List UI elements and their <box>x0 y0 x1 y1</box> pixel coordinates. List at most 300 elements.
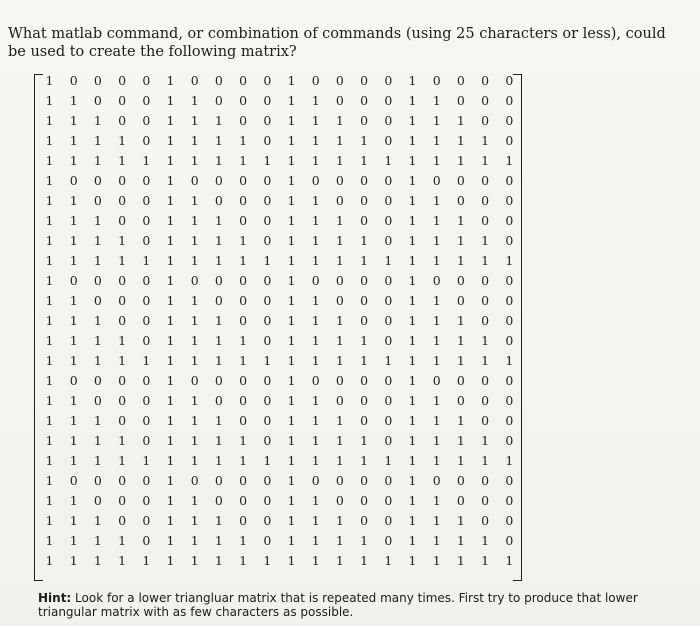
matrix-cell: 0 <box>384 413 393 428</box>
matrix-cell: 1 <box>456 533 465 548</box>
matrix-cell: 0 <box>142 213 151 228</box>
matrix-cell: 1 <box>408 453 417 468</box>
matrix-cell: 0 <box>93 93 102 108</box>
matrix-cell: 0 <box>505 293 514 308</box>
matrix-cell: 1 <box>214 133 223 148</box>
matrix-cell: 1 <box>408 413 417 428</box>
matrix-cell: 1 <box>45 553 54 568</box>
matrix-cell: 1 <box>93 353 102 368</box>
matrix-cell: 1 <box>45 153 54 168</box>
matrix-cell: 0 <box>311 473 320 488</box>
matrix-cell: 0 <box>432 273 441 288</box>
matrix-cell: 1 <box>93 233 102 248</box>
matrix-cell: 0 <box>142 233 151 248</box>
matrix-cell: 1 <box>142 353 151 368</box>
matrix-cell: 1 <box>118 533 127 548</box>
matrix-cell: 0 <box>335 73 344 88</box>
matrix-cell: 0 <box>93 493 102 508</box>
matrix-cell: 1 <box>45 333 54 348</box>
matrix-cell: 1 <box>45 233 54 248</box>
matrix-cell: 1 <box>432 253 441 268</box>
matrix-cell: 1 <box>456 213 465 228</box>
matrix-cell: 0 <box>481 193 490 208</box>
matrix-cell: 1 <box>69 333 78 348</box>
matrix-cell: 1 <box>481 333 490 348</box>
matrix-cell: 1 <box>311 313 320 328</box>
matrix-cell: 0 <box>360 273 369 288</box>
matrix-cell: 0 <box>360 313 369 328</box>
matrix-cell: 1 <box>214 413 223 428</box>
matrix-cell: 1 <box>214 153 223 168</box>
matrix-cell: 0 <box>360 293 369 308</box>
matrix-cell: 1 <box>45 73 54 88</box>
matrix-cell: 0 <box>360 513 369 528</box>
matrix-cell: 0 <box>142 93 151 108</box>
matrix-cell: 0 <box>384 133 393 148</box>
matrix-cell: 1 <box>166 213 175 228</box>
matrix-cell: 1 <box>118 353 127 368</box>
matrix-cell: 1 <box>142 253 151 268</box>
matrix-cell: 1 <box>190 353 199 368</box>
matrix-cell: 0 <box>481 473 490 488</box>
matrix-cell: 1 <box>384 253 393 268</box>
matrix-cell: 1 <box>432 233 441 248</box>
matrix-cell: 0 <box>142 393 151 408</box>
matrix-cell: 1 <box>142 453 151 468</box>
matrix-cell: 1 <box>118 253 127 268</box>
matrix-cell: 1 <box>432 393 441 408</box>
matrix-cell: 1 <box>190 193 199 208</box>
matrix-cell: 0 <box>214 73 223 88</box>
matrix-cell: 1 <box>360 333 369 348</box>
matrix-cell: 1 <box>69 313 78 328</box>
matrix-cell: 0 <box>142 273 151 288</box>
matrix-cell: 1 <box>69 513 78 528</box>
matrix-cell: 1 <box>408 153 417 168</box>
matrix-cell: 1 <box>287 213 296 228</box>
matrix-cell: 1 <box>335 153 344 168</box>
matrix-cell: 0 <box>360 113 369 128</box>
matrix-cell: 0 <box>239 213 248 228</box>
matrix-cell: 1 <box>239 133 248 148</box>
matrix-cell: 0 <box>384 313 393 328</box>
matrix-cell: 0 <box>456 473 465 488</box>
matrix-cell: 1 <box>287 433 296 448</box>
matrix-cell: 0 <box>190 73 199 88</box>
matrix-cell: 1 <box>456 353 465 368</box>
matrix-cell: 0 <box>456 173 465 188</box>
matrix-cell: 0 <box>239 513 248 528</box>
matrix-cell: 1 <box>214 453 223 468</box>
matrix-cell: 1 <box>432 353 441 368</box>
matrix-cell: 1 <box>190 153 199 168</box>
matrix-cell: 0 <box>118 513 127 528</box>
matrix-cell: 0 <box>335 193 344 208</box>
matrix-cell: 1 <box>190 313 199 328</box>
matrix-cell: 0 <box>142 293 151 308</box>
matrix-cell: 1 <box>214 353 223 368</box>
matrix-cell: 0 <box>93 73 102 88</box>
matrix-cell: 1 <box>166 173 175 188</box>
matrix-cell: 1 <box>408 293 417 308</box>
matrix-cell: 0 <box>142 433 151 448</box>
matrix-cell: 1 <box>287 133 296 148</box>
matrix-cell: 1 <box>432 493 441 508</box>
matrix-cell: 1 <box>69 93 78 108</box>
matrix-cell: 1 <box>190 213 199 228</box>
matrix-cell: 0 <box>384 293 393 308</box>
matrix-cell: 1 <box>481 533 490 548</box>
matrix-cell: 1 <box>142 553 151 568</box>
matrix-cell: 0 <box>239 413 248 428</box>
matrix-cell: 1 <box>69 153 78 168</box>
matrix-cell: 1 <box>432 533 441 548</box>
matrix-cell: 1 <box>408 73 417 88</box>
matrix-cell: 1 <box>166 273 175 288</box>
matrix-cell: 0 <box>118 273 127 288</box>
matrix-cell: 0 <box>456 73 465 88</box>
matrix-cell: 0 <box>263 93 272 108</box>
matrix-cell: 1 <box>505 553 514 568</box>
matrix-cell: 1 <box>239 233 248 248</box>
matrix-cell: 1 <box>93 113 102 128</box>
matrix-cell: 1 <box>408 193 417 208</box>
matrix-cell: 1 <box>214 113 223 128</box>
matrix-cell: 1 <box>456 453 465 468</box>
matrix-cell: 0 <box>93 273 102 288</box>
matrix-cell: 0 <box>481 273 490 288</box>
matrix-cell: 1 <box>408 253 417 268</box>
matrix-cell: 1 <box>239 533 248 548</box>
matrix-cell: 0 <box>505 233 514 248</box>
matrix-cell: 0 <box>481 493 490 508</box>
matrix-cell: 0 <box>360 413 369 428</box>
matrix-cell: 0 <box>360 73 369 88</box>
matrix-cell: 1 <box>432 93 441 108</box>
matrix-cell: 1 <box>45 313 54 328</box>
matrix-cell: 1 <box>335 453 344 468</box>
matrix-cell: 1 <box>311 213 320 228</box>
matrix-cell: 0 <box>456 273 465 288</box>
matrix-cell: 0 <box>142 193 151 208</box>
matrix-cell: 1 <box>69 233 78 248</box>
matrix-cell: 0 <box>384 393 393 408</box>
matrix-cell: 0 <box>384 513 393 528</box>
matrix-cell: 0 <box>481 113 490 128</box>
matrix-cell: 0 <box>263 493 272 508</box>
matrix-cell: 0 <box>384 193 393 208</box>
matrix-cell: 0 <box>93 293 102 308</box>
matrix-cell: 1 <box>190 253 199 268</box>
matrix-cell: 1 <box>263 553 272 568</box>
matrix-cell: 0 <box>118 493 127 508</box>
matrix-cell: 1 <box>93 333 102 348</box>
matrix-cell: 1 <box>239 553 248 568</box>
matrix-cell: 1 <box>311 293 320 308</box>
matrix-cell: 0 <box>190 273 199 288</box>
matrix-cell: 0 <box>481 93 490 108</box>
matrix-cell: 0 <box>505 393 514 408</box>
matrix-cell: 0 <box>214 93 223 108</box>
matrix-cell: 0 <box>335 373 344 388</box>
matrix-cell: 0 <box>481 173 490 188</box>
matrix-cell: 0 <box>69 173 78 188</box>
matrix-cell: 1 <box>190 513 199 528</box>
matrix-cell: 1 <box>166 453 175 468</box>
matrix-cell: 1 <box>214 233 223 248</box>
matrix-cell: 1 <box>408 273 417 288</box>
matrix-cell: 0 <box>384 213 393 228</box>
matrix-cell: 1 <box>432 133 441 148</box>
matrix-cell: 0 <box>481 313 490 328</box>
matrix-cell: 1 <box>408 493 417 508</box>
matrix-cell: 1 <box>166 93 175 108</box>
matrix-cell: 1 <box>311 453 320 468</box>
matrix-cell: 1 <box>45 113 54 128</box>
matrix-cell: 0 <box>335 273 344 288</box>
matrix-cell: 0 <box>118 173 127 188</box>
matrix-cell: 1 <box>481 453 490 468</box>
matrix-cell: 1 <box>45 393 54 408</box>
matrix-cell: 0 <box>263 133 272 148</box>
matrix-cell: 1 <box>93 133 102 148</box>
matrix-cell: 0 <box>93 473 102 488</box>
matrix-cell: 0 <box>142 313 151 328</box>
matrix-cell: 1 <box>287 293 296 308</box>
matrix-cell: 0 <box>69 273 78 288</box>
matrix-cell: 1 <box>118 133 127 148</box>
matrix-cell: 0 <box>360 213 369 228</box>
matrix-cell: 0 <box>239 393 248 408</box>
matrix-cell: 1 <box>408 433 417 448</box>
matrix-cell: 1 <box>408 513 417 528</box>
matrix-cell: 1 <box>360 153 369 168</box>
matrix-cell: 1 <box>45 513 54 528</box>
matrix-cell: 0 <box>505 173 514 188</box>
matrix-cell: 1 <box>311 253 320 268</box>
matrix-cell: 1 <box>408 173 417 188</box>
matrix-cell: 1 <box>432 413 441 428</box>
matrix-cell: 1 <box>432 113 441 128</box>
matrix-cell: 0 <box>311 273 320 288</box>
matrix-cell: 1 <box>311 93 320 108</box>
matrix-cell: 1 <box>287 473 296 488</box>
matrix-cell: 1 <box>69 553 78 568</box>
matrix-cell: 1 <box>69 493 78 508</box>
matrix-cell: 1 <box>456 153 465 168</box>
matrix-cell: 0 <box>360 473 369 488</box>
matrix-cell: 0 <box>93 393 102 408</box>
matrix-cell: 1 <box>166 113 175 128</box>
matrix-cell: 1 <box>335 213 344 228</box>
matrix-cell: 1 <box>45 413 54 428</box>
matrix-cell: 1 <box>93 553 102 568</box>
matrix-cell: 0 <box>505 413 514 428</box>
matrix <box>34 74 522 579</box>
matrix-cell: 1 <box>118 553 127 568</box>
matrix-cell: 1 <box>93 533 102 548</box>
matrix-cell: 0 <box>69 473 78 488</box>
matrix-cell: 0 <box>384 373 393 388</box>
matrix-cell: 0 <box>384 333 393 348</box>
matrix-cell: 1 <box>335 313 344 328</box>
matrix-cell: 0 <box>263 173 272 188</box>
matrix-cell: 1 <box>166 353 175 368</box>
matrix-cell: 0 <box>263 333 272 348</box>
matrix-cell: 1 <box>456 513 465 528</box>
matrix-cell: 1 <box>335 513 344 528</box>
question-text: What matlab command, or combination of commands (using 25 characters or less), could be used to create the following matrix? <box>8 26 666 60</box>
matrix-cell: 1 <box>408 333 417 348</box>
matrix-cell: 1 <box>360 133 369 148</box>
matrix-cell: 0 <box>214 393 223 408</box>
matrix-cell: 0 <box>263 473 272 488</box>
matrix-cell: 1 <box>335 333 344 348</box>
matrix-cell: 1 <box>190 233 199 248</box>
matrix-cell: 0 <box>239 173 248 188</box>
matrix-cell: 1 <box>287 193 296 208</box>
matrix-cell: 0 <box>263 393 272 408</box>
matrix-cell: 0 <box>505 93 514 108</box>
matrix-cell: 1 <box>45 493 54 508</box>
matrix-cell: 1 <box>335 533 344 548</box>
matrix-cell: 1 <box>311 493 320 508</box>
matrix-cell: 0 <box>214 173 223 188</box>
matrix-cell: 1 <box>263 453 272 468</box>
matrix-cell: 0 <box>214 293 223 308</box>
matrix-cell: 1 <box>166 433 175 448</box>
matrix-cell: 0 <box>142 473 151 488</box>
matrix-cell: 1 <box>360 553 369 568</box>
matrix-cell: 1 <box>166 513 175 528</box>
matrix-cell: 1 <box>69 353 78 368</box>
matrix-cell: 0 <box>360 93 369 108</box>
matrix-cell: 1 <box>287 273 296 288</box>
matrix-cell: 1 <box>190 133 199 148</box>
matrix-cell: 0 <box>263 233 272 248</box>
matrix-cell: 1 <box>45 433 54 448</box>
matrix-cell: 0 <box>384 73 393 88</box>
matrix-cell: 1 <box>166 553 175 568</box>
matrix-cell: 1 <box>93 153 102 168</box>
matrix-cell: 1 <box>408 353 417 368</box>
matrix-cell: 1 <box>408 553 417 568</box>
matrix-cell: 0 <box>505 313 514 328</box>
matrix-cell: 0 <box>335 493 344 508</box>
matrix-cell: 1 <box>311 513 320 528</box>
matrix-cell: 0 <box>118 393 127 408</box>
matrix-cell: 1 <box>408 393 417 408</box>
matrix-cell: 1 <box>432 153 441 168</box>
matrix-cell: 0 <box>69 373 78 388</box>
matrix-cell: 1 <box>384 553 393 568</box>
matrix-cell: 1 <box>45 273 54 288</box>
matrix-cell: 0 <box>239 113 248 128</box>
matrix-cell: 1 <box>69 393 78 408</box>
matrix-cell: 1 <box>384 153 393 168</box>
matrix-cell: 1 <box>432 193 441 208</box>
matrix-cell: 1 <box>287 333 296 348</box>
matrix-cell: 1 <box>481 133 490 148</box>
matrix-cell: 0 <box>263 113 272 128</box>
matrix-cell: 1 <box>360 253 369 268</box>
matrix-cell: 1 <box>408 133 417 148</box>
matrix-cell: 0 <box>239 193 248 208</box>
matrix-cell: 0 <box>432 373 441 388</box>
matrix-cell: 1 <box>287 513 296 528</box>
matrix-cell: 1 <box>481 153 490 168</box>
matrix-cell: 1 <box>69 533 78 548</box>
matrix-cell: 0 <box>505 513 514 528</box>
matrix-cell: 1 <box>166 233 175 248</box>
matrix-cell: 1 <box>287 393 296 408</box>
matrix-cell: 1 <box>287 113 296 128</box>
matrix-cell: 1 <box>190 413 199 428</box>
matrix-cell: 1 <box>335 433 344 448</box>
matrix-cell: 0 <box>311 73 320 88</box>
matrix-cell: 1 <box>239 433 248 448</box>
matrix-cell: 0 <box>263 293 272 308</box>
matrix-cell: 0 <box>214 373 223 388</box>
matrix-cell: 0 <box>384 93 393 108</box>
matrix-cell: 0 <box>505 213 514 228</box>
matrix-cell: 0 <box>239 273 248 288</box>
matrix-cell: 0 <box>118 213 127 228</box>
matrix-cell: 1 <box>263 153 272 168</box>
matrix-cell: 1 <box>432 433 441 448</box>
matrix-cell: 1 <box>408 113 417 128</box>
matrix-cell: 1 <box>190 93 199 108</box>
matrix-cell: 1 <box>45 213 54 228</box>
matrix-cell: 1 <box>166 413 175 428</box>
matrix-cell: 0 <box>384 493 393 508</box>
matrix-cell: 0 <box>118 293 127 308</box>
matrix-cell: 1 <box>408 313 417 328</box>
matrix-cell: 1 <box>311 433 320 448</box>
matrix-cell: 0 <box>93 173 102 188</box>
matrix-cell: 1 <box>214 553 223 568</box>
matrix-cell: 0 <box>142 133 151 148</box>
matrix-cell: 0 <box>239 93 248 108</box>
matrix-cell: 0 <box>142 533 151 548</box>
matrix-cell: 0 <box>335 473 344 488</box>
matrix-cell: 0 <box>118 73 127 88</box>
matrix-cell: 1 <box>214 213 223 228</box>
matrix-cell: 0 <box>432 173 441 188</box>
matrix-cell: 0 <box>432 473 441 488</box>
matrix-cell: 0 <box>239 313 248 328</box>
matrix-cell: 0 <box>190 173 199 188</box>
matrix-cell: 0 <box>69 73 78 88</box>
matrix-cell: 0 <box>263 313 272 328</box>
matrix-cell: 1 <box>432 293 441 308</box>
matrix-cell: 1 <box>166 373 175 388</box>
matrix-cell: 0 <box>118 113 127 128</box>
matrix-cell: 1 <box>335 233 344 248</box>
matrix-cell: 1 <box>287 173 296 188</box>
matrix-cell: 0 <box>142 373 151 388</box>
matrix-cell: 1 <box>481 553 490 568</box>
matrix-cell: 1 <box>45 353 54 368</box>
matrix-cell: 1 <box>456 333 465 348</box>
matrix-cell: 0 <box>505 473 514 488</box>
matrix-cell: 0 <box>263 413 272 428</box>
matrix-cell: 0 <box>384 233 393 248</box>
matrix-cell: 1 <box>481 433 490 448</box>
matrix-cell: 1 <box>69 453 78 468</box>
hint-text <box>38 591 688 619</box>
matrix-cell: 0 <box>505 493 514 508</box>
